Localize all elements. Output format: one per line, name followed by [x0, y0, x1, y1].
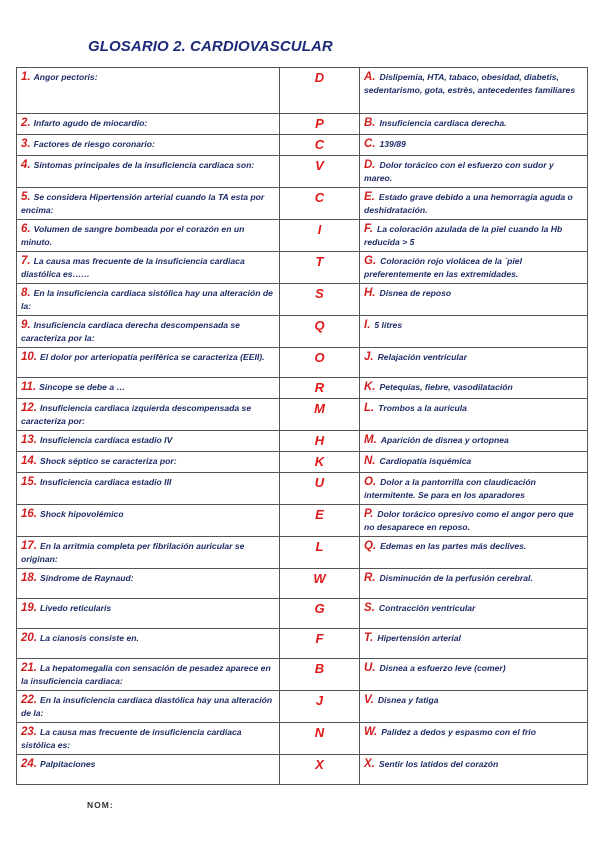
definition-letter: V. [364, 694, 374, 706]
glossary-row [17, 505, 588, 537]
question-number: 1. [21, 71, 31, 83]
question-text: Livedo reticularis [40, 603, 112, 613]
glossary-row [17, 755, 588, 785]
answer-cell [280, 505, 360, 537]
definition-cell [360, 505, 588, 537]
definition-text: Trombos a la aurícula [378, 403, 467, 413]
answer-cell [280, 473, 360, 505]
definition-cell [360, 537, 588, 569]
question-text: Infarto agudo de miocardio: [33, 118, 148, 128]
question-number: 14. [21, 455, 37, 467]
question-cell [17, 431, 280, 452]
definition-letter: O. [364, 476, 377, 488]
answer-letter: U [314, 475, 325, 490]
answer-cell [280, 316, 360, 348]
question-number: 18. [21, 572, 37, 584]
question-number: 5. [21, 191, 31, 203]
question-cell [17, 452, 280, 473]
answer-letter: W [313, 571, 326, 586]
question-cell [17, 505, 280, 537]
glossary-row [17, 156, 588, 188]
question-cell [17, 659, 280, 691]
question-cell [17, 220, 280, 252]
question-number: 8. [21, 287, 31, 299]
definition-letter: Q. [364, 540, 377, 552]
definition-letter: P. [364, 508, 374, 520]
question-text: Sincope se debe a … [39, 382, 126, 392]
answer-cell [280, 431, 360, 452]
answer-cell [280, 114, 360, 135]
question-cell [17, 569, 280, 599]
definition-text: 5 litres [374, 320, 403, 330]
answer-cell [280, 284, 360, 316]
question-number: 17. [21, 540, 37, 552]
question-text: En la arritmia completa per fibrilación auricular se originan: [21, 541, 245, 564]
question-cell [17, 156, 280, 188]
definition-cell [360, 188, 588, 220]
question-text: Volumen de sangre bombeada por el corazón en un minuto. [21, 224, 245, 247]
question-text: Shock séptico se caracteriza por: [40, 456, 177, 466]
question-text: La causa mas frecuente de insuficiencia cardiaca sistólica es: [21, 727, 242, 750]
definition-letter: G. [364, 255, 377, 267]
question-text: Factores de riesgo coronario: [33, 139, 155, 149]
answer-cell [280, 569, 360, 599]
glossary-row [17, 378, 588, 399]
definition-text: Disnea de reposo [379, 288, 452, 298]
glossary-row [17, 188, 588, 220]
glossary-row [17, 348, 588, 378]
question-number: 11. [21, 381, 37, 393]
name-label: NOM: [87, 800, 114, 810]
question-cell [17, 68, 280, 114]
answer-letter: E [315, 507, 324, 522]
definition-text: Dislipemia, HTA, tabaco, obesidad, diabetis, sedentarismo, gota, estrès, antecedentes familiares [364, 72, 576, 95]
answer-cell [280, 252, 360, 284]
question-cell [17, 537, 280, 569]
question-cell [17, 188, 280, 220]
question-cell [17, 114, 280, 135]
answer-letter: M [314, 401, 325, 416]
question-number: 16. [21, 508, 37, 520]
answer-cell [280, 755, 360, 785]
question-number: 13. [21, 434, 37, 446]
question-number: 24. [21, 758, 37, 770]
definition-cell [360, 378, 588, 399]
question-text: Palpitaciones [40, 759, 96, 769]
question-text: En la insuficiencia cardiaca sistólica hay una alteración de la: [21, 288, 273, 311]
answer-letter: L [315, 539, 324, 554]
glossary-row [17, 723, 588, 755]
question-cell [17, 135, 280, 156]
question-text: Insuficiencia cardiaca izquierda descompensada se caracteriza por: [21, 403, 252, 426]
definition-cell [360, 316, 588, 348]
glossary-row [17, 135, 588, 156]
glossary-row [17, 399, 588, 431]
answer-cell [280, 452, 360, 473]
definition-cell [360, 723, 588, 755]
definition-cell [360, 284, 588, 316]
question-number: 4. [21, 159, 31, 171]
glossary-row [17, 316, 588, 348]
answer-letter: J [315, 693, 324, 708]
question-number: 6. [21, 223, 31, 235]
question-number: 23. [21, 726, 37, 738]
page-title: GLOSARIO 2. CARDIOVASCULAR [88, 38, 333, 55]
answer-cell [280, 629, 360, 659]
definition-letter: L. [364, 402, 375, 414]
question-cell [17, 473, 280, 505]
definition-letter: U. [364, 662, 376, 674]
definition-letter: C. [364, 138, 376, 150]
definition-text: Disminución de la perfusión cerebral. [379, 573, 533, 583]
definition-letter: A. [364, 71, 376, 83]
question-cell [17, 378, 280, 399]
answer-letter: F [315, 631, 324, 646]
definition-text: Relajación ventricular [377, 352, 467, 362]
definition-cell [360, 473, 588, 505]
glossary-row [17, 473, 588, 505]
answer-cell [280, 399, 360, 431]
definition-text: Contracción ventricular [378, 603, 476, 613]
glossary-row [17, 284, 588, 316]
glossary-row [17, 691, 588, 723]
answer-cell [280, 220, 360, 252]
question-text: Síntomas principales de la insuficiencia cardiaca son: [33, 160, 255, 170]
glossary-table [16, 67, 588, 785]
question-number: 3. [21, 138, 31, 150]
definition-letter: X. [364, 758, 375, 770]
question-number: 10. [21, 351, 37, 363]
definition-letter: E. [364, 191, 375, 203]
glossary-row [17, 252, 588, 284]
question-text: Insuficiencia cardiaca estadio III [40, 477, 172, 487]
definition-letter: I. [364, 319, 371, 331]
definition-letter: R. [364, 572, 376, 584]
answer-letter: R [314, 380, 325, 395]
question-number: 21. [21, 662, 37, 674]
question-number: 20. [21, 632, 37, 644]
answer-letter: C [314, 190, 325, 205]
question-number: 7. [21, 255, 31, 267]
definition-cell [360, 220, 588, 252]
definition-cell [360, 691, 588, 723]
definition-text: Dolor torácico opresivo como el angor pero que no desaparece en reposo. [364, 509, 574, 532]
definition-letter: J. [364, 351, 374, 363]
answer-cell [280, 156, 360, 188]
answer-cell [280, 348, 360, 378]
definition-cell [360, 431, 588, 452]
definition-cell [360, 135, 588, 156]
definition-text: Coloración rojo violácea de la `piel preferentemente en las extremidades. [364, 256, 522, 279]
answer-letter: V [315, 158, 324, 173]
answer-letter: X [315, 757, 324, 772]
definition-cell [360, 68, 588, 114]
glossary-row [17, 537, 588, 569]
question-number: 15. [21, 476, 37, 488]
definition-letter: D. [364, 159, 376, 171]
question-number: 2. [21, 117, 31, 129]
question-text: Insuficiencia cardíaca estadio IV [40, 435, 173, 445]
question-cell [17, 252, 280, 284]
question-text: La causa mas frecuente de la insuficiencia cardiaca diastólica es…… [21, 256, 245, 279]
question-cell [17, 348, 280, 378]
answer-cell [280, 188, 360, 220]
definition-text: Petequias, fiebre, vasodilatación [379, 382, 513, 392]
definition-text: Sentir los latidos del corazón [378, 759, 499, 769]
definition-text: Edemas en las partes más declives. [380, 541, 527, 551]
question-number: 9. [21, 319, 31, 331]
definition-text: Hipertensión arterial [377, 633, 461, 643]
answer-letter: P [315, 116, 324, 131]
question-text: Angor pectoris: [33, 72, 98, 82]
answer-cell [280, 537, 360, 569]
question-text: Se considera Hipertensión arterial cuando la TA esta por encima: [21, 192, 265, 215]
question-cell [17, 755, 280, 785]
question-cell [17, 316, 280, 348]
definition-cell [360, 452, 588, 473]
question-text: El dolor por arteriopatía periférica se caracteriza (EEII). [40, 352, 265, 362]
answer-letter: C [314, 137, 325, 152]
glossary-row [17, 220, 588, 252]
answer-letter: O [314, 350, 325, 365]
question-cell [17, 691, 280, 723]
definition-letter: H. [364, 287, 376, 299]
definition-text: Disnea y fatiga [377, 695, 439, 705]
definition-cell [360, 659, 588, 691]
answer-letter: K [314, 454, 325, 469]
question-cell [17, 284, 280, 316]
definition-cell [360, 348, 588, 378]
answer-letter: T [315, 254, 324, 269]
answer-cell [280, 599, 360, 629]
question-text: En la insuficiencia cardiaca diastólica hay una alteración de la: [21, 695, 273, 718]
definition-cell [360, 599, 588, 629]
question-number: 22. [21, 694, 37, 706]
definition-text: Dolor a la pantorrilla con claudicación intermitente. Se para en los aparadores [364, 477, 536, 500]
definition-text: La coloración azulada de la piel cuando la Hb reducida > 5 [364, 224, 563, 247]
definition-cell [360, 629, 588, 659]
definition-cell [360, 156, 588, 188]
definition-text: 139/89 [379, 139, 406, 149]
glossary-row [17, 599, 588, 629]
answer-cell [280, 135, 360, 156]
question-number: 12. [21, 402, 37, 414]
answer-cell [280, 378, 360, 399]
answer-letter: H [314, 433, 325, 448]
answer-letter: N [314, 725, 325, 740]
answer-letter: B [314, 661, 325, 676]
definition-cell [360, 755, 588, 785]
question-number: 19. [21, 602, 37, 614]
definition-cell [360, 252, 588, 284]
definition-text: Aparición de disnea y ortopnea [380, 435, 509, 445]
answer-letter: I [317, 222, 322, 237]
question-text: Shock hipovolémico [40, 509, 124, 519]
answer-cell [280, 68, 360, 114]
definition-cell [360, 114, 588, 135]
glossary-row [17, 114, 588, 135]
answer-letter: S [315, 286, 324, 301]
definition-text: Palidez a dedos y espasmo con el frio [381, 727, 536, 737]
question-cell [17, 399, 280, 431]
definition-text: Insuficiencia cardiaca derecha. [379, 118, 507, 128]
answer-letter: Q [314, 318, 325, 333]
glossary-row [17, 431, 588, 452]
glossary-row [17, 452, 588, 473]
question-cell [17, 629, 280, 659]
question-text: La cianosis consiste en. [40, 633, 139, 643]
answer-cell [280, 691, 360, 723]
definition-text: Dolor torácico con el esfuerzo con sudor y mareo. [364, 160, 554, 183]
answer-cell [280, 659, 360, 691]
answer-letter: D [314, 70, 325, 85]
definition-letter: N. [364, 455, 376, 467]
definition-letter: M. [364, 434, 377, 446]
answer-cell [280, 723, 360, 755]
glossary-row [17, 569, 588, 599]
question-text: Síndrome de Raynaud: [40, 573, 134, 583]
definition-cell [360, 399, 588, 431]
definition-text: Cardiopatía isquémica [379, 456, 472, 466]
question-cell [17, 599, 280, 629]
glossary-row [17, 68, 588, 114]
glossary-row [17, 629, 588, 659]
definition-letter: T. [364, 632, 374, 644]
definition-text: Disnea a esfuerzo leve (comer) [379, 663, 506, 673]
definition-letter: W. [364, 726, 378, 738]
definition-letter: S. [364, 602, 375, 614]
definition-letter: K. [364, 381, 376, 393]
glossary-row [17, 659, 588, 691]
question-text: Insuficiencia cardiaca derecha descompensada se caracteriza por la: [21, 320, 240, 343]
definition-cell [360, 569, 588, 599]
definition-text: Estado grave debido a una hemorragia aguda o deshidratación. [364, 192, 573, 215]
question-text: La hepatomegalia con sensación de pesadez aparece en la insuficiencia cardiaca: [21, 663, 271, 686]
answer-letter: G [314, 601, 325, 616]
definition-letter: B. [364, 117, 376, 129]
question-cell [17, 723, 280, 755]
definition-letter: F. [364, 223, 373, 235]
